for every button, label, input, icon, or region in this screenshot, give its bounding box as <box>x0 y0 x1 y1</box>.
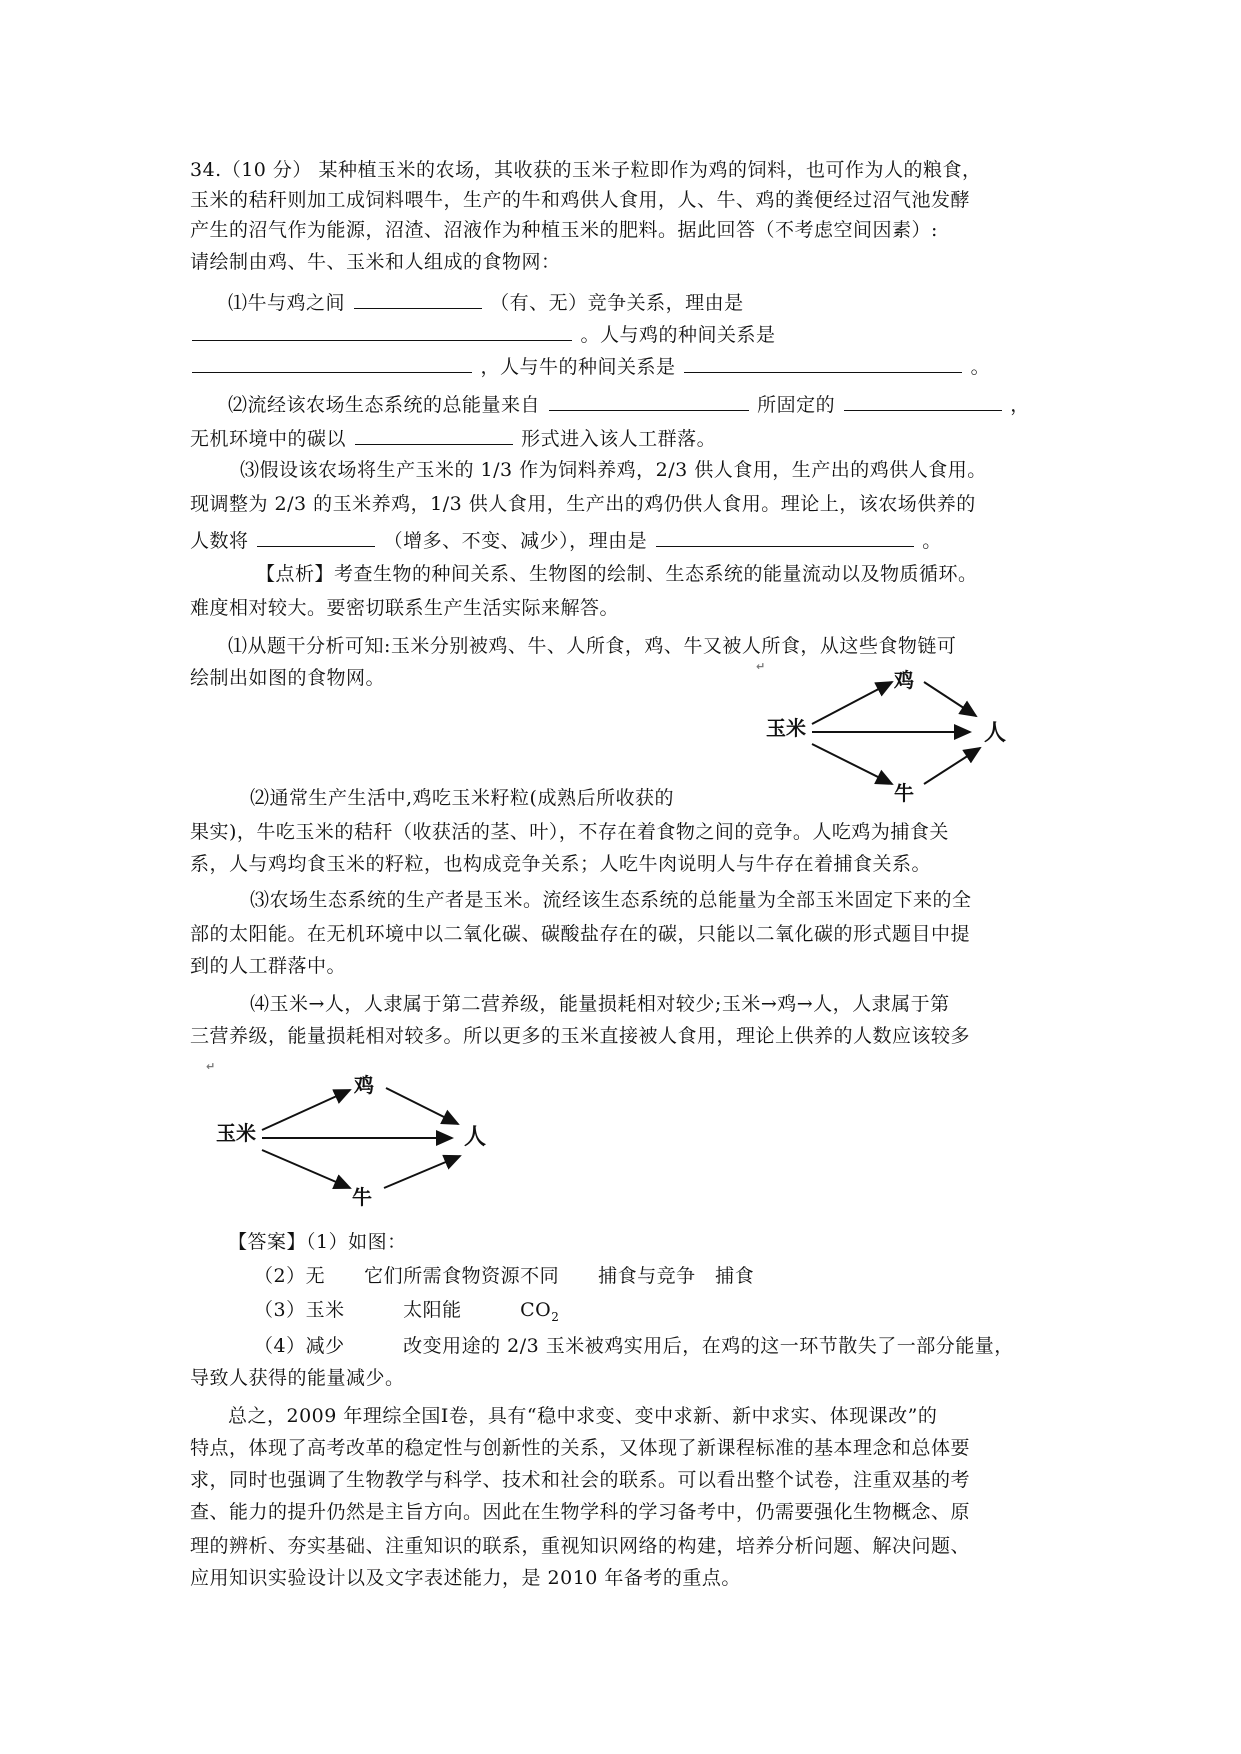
question-1-line-3 <box>190 352 990 379</box>
q1-text-e: 。 <box>970 356 991 378</box>
summary-line-3: 求，同时也强调了生物教学与科学、技术和社会的联系。可以看出整个试卷，注重双基的考 <box>190 1469 971 1491</box>
arrow-chicken-human <box>386 1088 458 1124</box>
summary-line-2: 特点，体现了高考改革的稳定性与创新性的关系，又体现了新课程标准的基本理念和总体要 <box>190 1437 971 1459</box>
q3-blank-2[interactable] <box>656 526 914 547</box>
analysis-3-line-1: ⑶农场生态系统的生产者是玉米。流经该生态系统的总能量为全部玉米固定下来的全 <box>250 889 972 911</box>
question-1-line <box>228 288 744 315</box>
q1-text-d: ，人与牛的种间关系是 <box>480 356 676 378</box>
analysis-2-line-1: ⑵通常生产生活中,鸡吃玉米籽粒(成熟后所收获的 <box>250 787 674 809</box>
q2-text-d: 无机环境中的碳以 <box>190 428 347 450</box>
analysis-2-line-2: 果实)，牛吃玉米的秸秆（收获活的茎、叶），不存在着食物之间的竞争。人吃鸡为捕食关 <box>190 821 949 843</box>
analysis-3-line-2: 部的太阳能。在无机环境中以二氧化碳、碳酸盐存在的碳，只能以二氧化碳的形式题目中提 <box>190 923 971 945</box>
arrow-corn-cattle <box>262 1150 350 1188</box>
arrow-cattle-human <box>384 1156 460 1188</box>
q3-text-e: 。 <box>922 530 942 552</box>
node-corn: 玉米 <box>766 716 806 740</box>
arrow-corn-chicken <box>812 682 892 724</box>
paragraph-mark-icon: ↵ <box>206 1060 216 1073</box>
q1-blank-4[interactable] <box>684 352 962 373</box>
node-corn: 玉米 <box>216 1121 256 1145</box>
question-3-line: ⑶假设该农场将生产玉米的 1/3 作为饲料养鸡，2/3 供人食用，生产出的鸡供人食用。 <box>240 459 987 481</box>
question-1-line-2 <box>190 320 776 347</box>
question-line-4: 请绘制由鸡、牛、玉米和人组成的食物网： <box>190 251 561 273</box>
q2-text-e: 形式进入该人工群落。 <box>521 428 717 450</box>
analysis-2-line-3: 系，人与鸡均食玉米的籽粒，也构成竞争关系；人吃牛肉说明人与牛存在着捕食关系。 <box>190 853 932 875</box>
q1-blank-1[interactable] <box>354 288 482 309</box>
co2-subscript: 2 <box>551 1309 560 1324</box>
node-human: 人 <box>984 721 1007 746</box>
q3-blank-1[interactable] <box>257 526 375 547</box>
analysis-4-line-1: ⑷玉米→人，人隶属于第二营养级，能量损耗相对较少;玉米→鸡→人，人隶属于第 <box>250 993 950 1015</box>
q1-blank-2[interactable] <box>192 320 572 341</box>
answer-line-3 <box>254 1298 559 1329</box>
answer-line-1: 【答案】（1）如图： <box>228 1231 407 1253</box>
q2-blank-2[interactable] <box>844 390 1002 411</box>
q1-text-a: ⑴牛与鸡之间 <box>228 292 346 314</box>
summary-line-6: 应用知识实验设计以及文字表述能力，是 2010 年备考的重点。 <box>190 1567 741 1589</box>
q1-text-b: （有、无）竞争关系，理由是 <box>490 292 744 314</box>
q1-blank-3[interactable] <box>192 352 472 373</box>
summary-line-4: 查、能力的提升仍然是主旨方向。因此在生物学科的学习备考中，仍需要强化生物概念、原 <box>190 1501 971 1523</box>
question-line-2: 玉米的秸秆则加工成饲料喂牛，生产的牛和鸡供人食用，人、牛、鸡的粪便经过沼气池发酵 <box>190 189 971 211</box>
q3-text-c: 人数将 <box>190 530 249 552</box>
q3-text-d: （增多、不变、减少），理由是 <box>383 530 648 552</box>
answer-line-4: （4）减少 改变用途的 2/3 玉米被鸡实用后，在鸡的这一环节散失了一部分能量， <box>254 1335 1014 1357</box>
q2-blank-3[interactable] <box>355 424 513 445</box>
answer-line-5: 导致人获得的能量减少。 <box>190 1367 405 1389</box>
node-human: 人 <box>464 1125 487 1150</box>
node-cattle: 牛 <box>894 781 914 805</box>
node-cattle: 牛 <box>352 1185 372 1209</box>
answer-line-2: （2）无 它们所需食物资源不同 捕食与竞争 捕食 <box>254 1265 755 1287</box>
summary-line-5: 理的辨析、夯实基础、注重知识的联系，重视知识网络的构建，培养分析问题、解决问题、 <box>190 1535 971 1557</box>
arrow-corn-chicken <box>262 1090 350 1130</box>
question-line-3: 产生的沼气作为能源，沼渣、沼液作为种植玉米的肥料。据此回答（不考虑空间因素）: <box>190 219 938 241</box>
question-2-line <box>228 390 1030 417</box>
q2-text-a: ⑵流经该农场生态系统的总能量来自 <box>228 394 541 416</box>
q2-text-b: 所固定的 <box>757 394 836 416</box>
question-2-line-2 <box>190 424 716 451</box>
question-line-1: 34.（10 分） 某种植玉米的农场，其收获的玉米子粒即作为鸡的饲料，也可作为人的粮食， <box>190 159 982 181</box>
food-web-diagram-1 <box>756 660 1046 810</box>
analysis-4-line-2: 三营养级，能量损耗相对较多。所以更多的玉米直接被人食用，理论上供养的人数应该较多 <box>190 1025 971 1047</box>
question-3-line-3 <box>190 526 942 553</box>
question-3-line-2: 现调整为 2/3 的玉米养鸡，1/3 供人食用，生产出的鸡仍供人食用。理论上，该农场供养的 <box>190 493 976 515</box>
summary-line-1: 总之，2009 年理综全国Ⅰ卷，具有“稳中求变、变中求新、新中求实、体现课改”的 <box>228 1405 938 1427</box>
node-chicken: 鸡 <box>894 668 914 692</box>
analysis-1-line-1: ⑴从题干分析可知:玉米分别被鸡、牛、人所食，鸡、牛又被人所食，从这些食物链可 <box>228 635 957 657</box>
q2-blank-1[interactable] <box>549 390 749 411</box>
analysis-line-1: 【点析】考查生物的种间关系、生物图的绘制、生态系统的能量流动以及物质循环。 <box>256 563 978 585</box>
q2-text-c: ， <box>1010 394 1030 416</box>
analysis-line-2: 难度相对较大。要密切联系生产生活实际来解答。 <box>190 597 620 619</box>
node-chicken: 鸡 <box>354 1073 374 1097</box>
arrow-cattle-human <box>924 748 980 784</box>
analysis-3-line-3: 到的人工群落中。 <box>190 955 347 977</box>
paragraph-mark-icon: ↵ <box>756 660 766 673</box>
answer-3-text: （3）玉米 太阳能 CO <box>254 1299 552 1321</box>
arrow-chicken-human <box>924 682 976 716</box>
q1-text-c: 。人与鸡的种间关系是 <box>580 324 776 346</box>
analysis-1-line-2: 绘制出如图的食物网。 <box>190 667 386 689</box>
food-web-diagram-2 <box>206 1060 496 1210</box>
arrow-corn-cattle <box>812 744 892 784</box>
